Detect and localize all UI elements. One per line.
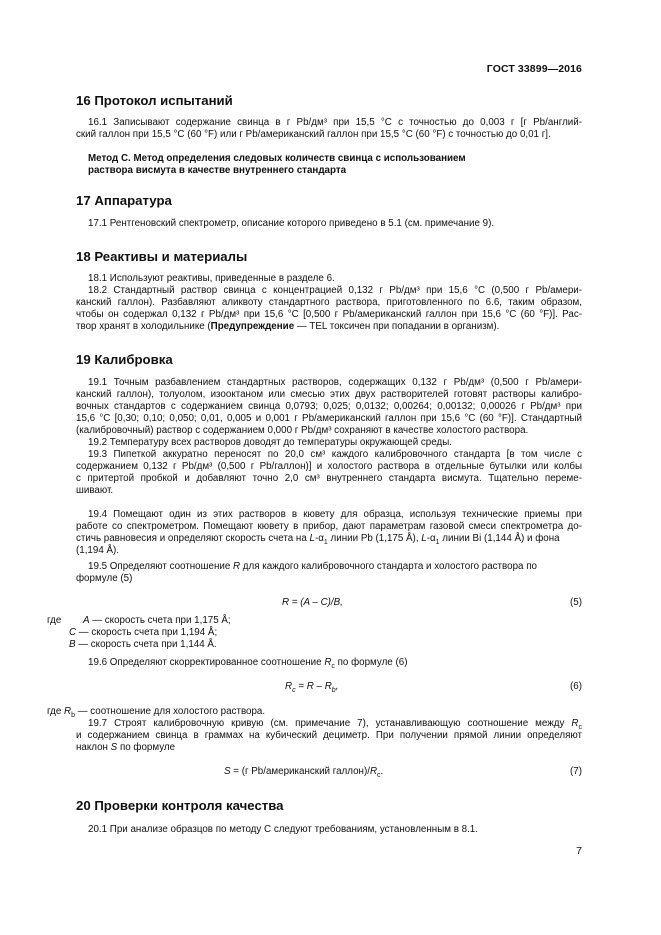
section-19-title: 19 Калибровка xyxy=(76,352,173,367)
legend-rb: где $R_b$ — соотношение для холостого раствора. xyxy=(47,706,266,719)
paragraph-19-4-line: 19.4 Помещают один из этих растворов в кювету для образца, используя технические приемы при xyxy=(88,509,582,520)
formula-7-number: (7) xyxy=(570,766,582,777)
paragraph-19-4-line: работе со спектрометром. Помещают кювету в прибор, дают параметрам газовой смеси спектрометра до- xyxy=(76,521,582,532)
paragraph-19-3-line: 19.3 Пипеткой аккуратно переносят по 20,0 см³ каждого калибровочного стандарта [в том числе с xyxy=(88,449,582,460)
paragraph-19-3-line: с притертой пробкой и добавляют точно 2,0 см³ внутреннего стандарта висмута. Тщательно переме- xyxy=(76,473,582,484)
paragraph-16-1-line: 16.1 Записывают содержание свинца в г Pb/дм³ при 15,5 °С с точностью до 0,003 г [г Pb/англий- xyxy=(88,117,582,128)
paragraph-18-2-line: твор хранят в холодильнике (Предупреждение — TEL токсичен при попадании в организм). xyxy=(76,321,500,332)
section-16-title: 16 Протокол испытаний xyxy=(76,93,233,108)
legend-c: C — скорость счета при 1,194 Å; xyxy=(69,627,218,638)
formula-6-number: (6) xyxy=(570,681,582,692)
paragraph-19-5-line: 19.5 Определяют соотношение R для каждого калибровочного стандарта и холостого раствора по xyxy=(88,561,537,572)
paragraph-19-4-line: (1,194 Å). xyxy=(76,545,120,556)
paragraph-19-7-line: наклон S по формуле xyxy=(76,742,176,753)
paragraph-19-7-line: 19.7 Строят калибровочную кривую (см. примечание 7), устанавливающую соотношение между $R_c$ xyxy=(88,718,582,731)
paragraph-19-3-line: шивают. xyxy=(76,485,114,496)
paragraph-19-3-line: содержанием 0,132 г Pb/дм³ (0,500 г Pb/галлон)] и холостого раствора в отдельные бутылки или колбы xyxy=(76,461,582,472)
paragraph-19-7-line: и содержанием свинца в граммах на кубический дециметр. При получении прямой линии определяют xyxy=(76,730,582,741)
paragraph-18-2-line: чтобы он содержал 0,132 г Pb/дм³ при 15,6 °С [0,500 г Pb/американский галлон при 15,6 °С (60 °F)]. Рас- xyxy=(76,309,582,320)
paragraph-18-2-line: канский галлон). Разбавляют аликвоту стандартного раствора, приготовленного по 6.6, таким образом, xyxy=(76,297,582,308)
paragraph-19-1-line: 15,6 °С [0,30; 0,10; 0,050; 0,01, 0,005 и 0,001 г Pb/американский галлон при 15,6 °С (60 °F)]. Стандартный xyxy=(76,413,582,424)
paragraph-18-2-line: 18.2 Стандартный раствор свинца с концентрацией 0,132 г Pb/дм³ при 15,6 °С (0,500 г Pb/амери- xyxy=(88,285,582,296)
paragraph-19-1-line: 19.1 Точным разбавлением стандартных растворов, содержащих 0,132 г Pb/дм³ (0,500 г Pb/амери- xyxy=(88,377,582,388)
legend-a: A — скорость счета при 1,175 Å; xyxy=(83,615,231,626)
paragraph-16-1-line: ский галлон при 15,5 °С (60 °F) или г Pb/американский галлон при 15,5 °С (60 °F) с точностью до 0,01 г]. xyxy=(76,129,551,140)
legend-b: B — скорость счета при 1,144 Å. xyxy=(69,639,217,650)
paragraph-19-1-line: вочных стандартов с содержанием свинца 0,0793; 0,025; 0,0132; 0,00264; 0,00132; 0,00026 г Pb/дм³ при xyxy=(76,401,582,412)
formula-5: R = (A – C)/B, xyxy=(282,597,343,608)
section-18-title: 18 Реактивы и материалы xyxy=(76,249,248,264)
paragraph-19-2: 19.2 Температуру всех растворов доводят до температуры окружающей среды. xyxy=(88,437,452,448)
formula-6: $R_c = R - R_b$, xyxy=(285,681,339,694)
formula-5-number: (5) xyxy=(570,597,582,608)
paragraph-19-1-line: канский галлон), толуолом, изооктаном или смесью этих двух растворителей готовят растворы калибро- xyxy=(76,389,582,400)
paragraph-19-1-line: (калибровочный) раствор с содержанием 0,000 г Pb/дм³ сохраняют в качестве холостого раствора. xyxy=(76,425,529,436)
paragraph-19-6: 19.6 Определяют скорректированное соотношение $R_c$ по формуле (6) xyxy=(88,657,408,670)
paragraph-20-1: 20.1 При анализе образцов по методу С следуют требованиям, установленным в 8.1. xyxy=(88,824,478,835)
method-c-heading: раствора висмута в качестве внутреннего стандарта xyxy=(88,165,347,176)
page-number: 7 xyxy=(576,845,582,857)
standard-number: ГОСТ 33899—2016 xyxy=(486,63,582,75)
section-20-title: 20 Проверки контроля качества xyxy=(76,798,284,813)
paragraph-18-1: 18.1 Используют реактивы, приведенные в разделе 6. xyxy=(88,273,335,284)
section-17-title: 17 Аппаратура xyxy=(76,193,172,208)
method-c-heading: Метод С. Метод определения следовых количеств свинца с использованием xyxy=(88,153,466,164)
formula-7: S = (г Pb/американский $галлон)/R_c$. xyxy=(224,766,384,779)
warning-label: Предупреждение xyxy=(210,321,295,332)
where-label: где xyxy=(47,615,62,626)
paragraph-17-1: 17.1 Рентгеновский спектрометр, описание которого приведено в 5.1 (см. примечание 9). xyxy=(88,218,495,229)
paragraph-19-5-line: формуле (5) xyxy=(76,573,133,584)
paragraph-19-4-line: стичь равновесия и определяют скорость счета на $L-\alpha_1$ линии Pb (1,175 Å), $L-\alpha_1$ линии Bi (1,144 Å) и фона xyxy=(76,533,560,546)
